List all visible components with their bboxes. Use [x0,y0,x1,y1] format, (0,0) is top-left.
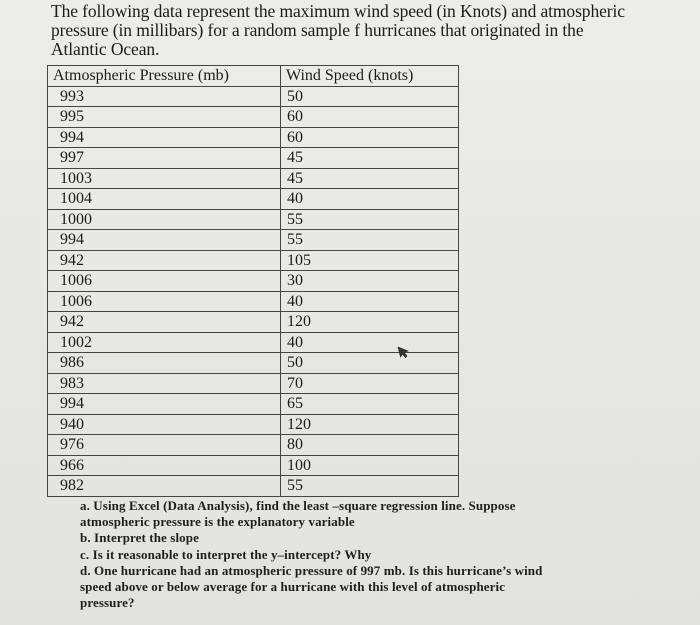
pressure-cell: 966 [48,455,281,476]
header-wind-speed: Wind Speed (knots) [281,66,459,87]
question-a-line-2: atmospheric pressure is the explanatory variable [80,514,355,530]
wind-speed-cell: 55 [281,230,459,251]
wind-speed-cell: 120 [281,312,459,333]
table-row [48,394,459,415]
table-row [48,107,459,128]
wind-speed-cell: 30 [281,271,459,292]
table-row [48,189,459,210]
wind-speed-cell: 120 [281,414,459,435]
table-row [48,373,459,394]
wind-speed-cell: 55 [281,209,459,230]
table-row [48,209,459,230]
pressure-cell: 994 [48,230,281,251]
wind-speed-cell: 60 [281,107,459,128]
wind-speed-cell: 100 [281,455,459,476]
pressure-cell: 982 [48,476,281,497]
wind-speed-cell: 40 [281,189,459,210]
table-row [48,148,459,169]
pressure-cell: 997 [48,148,281,169]
table-row [48,168,459,189]
table-row [48,435,459,456]
wind-speed-cell: 105 [281,250,459,271]
table-row [48,291,459,312]
wind-speed-cell: 70 [281,373,459,394]
table-row [48,230,459,251]
problem-statement [51,2,671,59]
wind-speed-cell: 55 [281,476,459,497]
wind-speed-cell: 40 [281,291,459,312]
pressure-cell: 940 [48,414,281,435]
header-atmospheric-pressure: Atmospheric Pressure (mb) [48,66,281,87]
pressure-cell: 995 [48,107,281,128]
pressure-cell: 1000 [48,209,281,230]
pressure-cell: 994 [48,394,281,415]
pressure-cell: 942 [48,312,281,333]
pressure-cell: 1002 [48,332,281,353]
pressure-cell: 993 [48,86,281,107]
problem-statement-line-2: pressure (in millibars) for a random sample f hurricanes that originated in the [51,20,584,40]
pressure-cell: 976 [48,435,281,456]
question-d-line-3: pressure? [80,595,135,611]
table-row [48,250,459,271]
data-table [47,65,459,497]
questions-block [80,498,640,611]
pressure-cell: 1003 [48,168,281,189]
table-row [48,414,459,435]
mouse-cursor-icon [396,345,410,359]
question-d-line-1: d. One hurricane had an atmospheric pressure of 997 mb. Is this hurricane’s wind [80,562,543,578]
pressure-cell: 1004 [48,189,281,210]
wind-speed-cell: 50 [281,353,459,374]
question-a-line-1: a. Using Excel (Data Analysis), find the least –square regression line. Suppose [80,498,516,513]
question-d-line-2: speed above or below average for a hurricane with this level of atmospheric [80,579,506,595]
problem-statement-line-1: The following data represent the maximum wind speed (in Knots) and atmospheric [51,1,625,21]
pressure-cell: 986 [48,353,281,374]
problem-statement-line-3: Atlantic Ocean. [51,39,160,59]
table-row [48,455,459,476]
wind-speed-cell: 45 [281,168,459,189]
question-b: b. Interpret the slope [80,530,199,546]
pressure-cell: 942 [48,250,281,271]
table-header-row [48,66,459,87]
wind-speed-cell: 50 [281,86,459,107]
pressure-cell: 994 [48,127,281,148]
pressure-cell: 983 [48,373,281,394]
table-row [48,86,459,107]
wind-speed-cell: 40 [281,332,459,353]
wind-speed-cell: 60 [281,127,459,148]
table-row [48,312,459,333]
wind-speed-cell: 80 [281,435,459,456]
wind-speed-cell: 65 [281,394,459,415]
table-row [48,127,459,148]
table-row [48,271,459,292]
table-body [48,86,459,496]
table-row [48,476,459,497]
pressure-cell: 1006 [48,271,281,292]
wind-speed-cell: 45 [281,148,459,169]
pressure-cell: 1006 [48,291,281,312]
question-c: c. Is it reasonable to interpret the y–intercept? Why [80,546,372,562]
